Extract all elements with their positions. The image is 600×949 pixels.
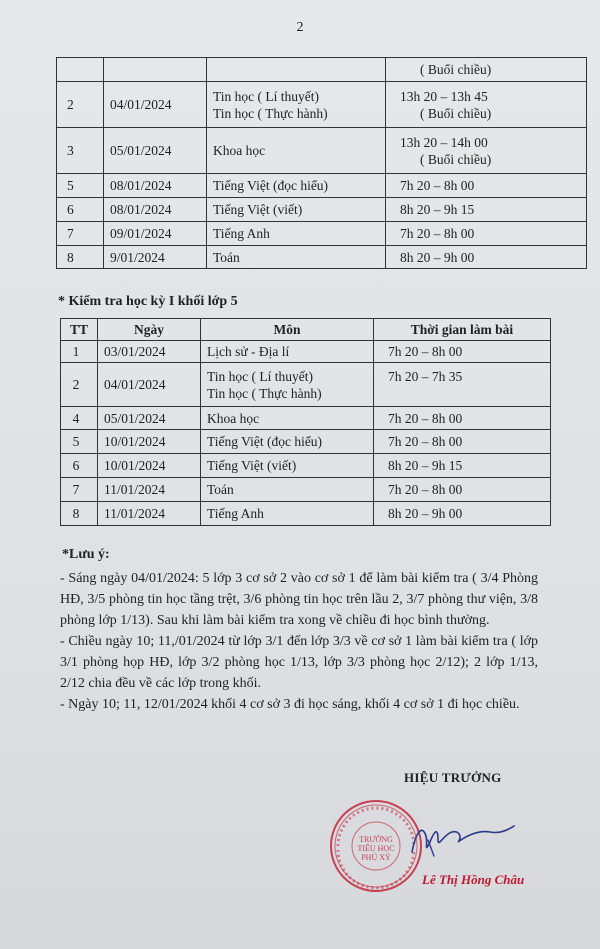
cell-tt: 5 bbox=[57, 174, 104, 198]
note-paragraph: - Sáng ngày 04/01/2024: 5 lớp 3 cơ sở 2 vào cơ sở 1 để làm bài kiểm tra ( 3/4 Phòng HĐ, 3/5 phòng tin học tầng trệt, 3/6 phòng tin học trên lầu 2, 3/7 phòng thư viện, 3/8 phòng lớp 1/13). Sau khi làm bài kiểm tra xong về chiều đi học bình thường. bbox=[60, 571, 538, 628]
cell-date: 05/01/2024 bbox=[104, 128, 207, 174]
time-line: 7h 20 – 8h 00 bbox=[388, 482, 463, 497]
table-row bbox=[61, 407, 551, 430]
table-row bbox=[57, 82, 587, 128]
time-line: ( Buổi chiều) bbox=[420, 62, 492, 77]
cell-date: 11/01/2024 bbox=[98, 502, 201, 526]
cell-time bbox=[374, 478, 551, 502]
time-line: ( Buổi chiều) bbox=[420, 151, 492, 167]
time-line bbox=[388, 385, 544, 402]
table-header-row bbox=[61, 319, 551, 341]
subject-line: Tiếng Việt (đọc hiểu) bbox=[207, 434, 323, 449]
table-row bbox=[57, 246, 587, 269]
time-line: 13h 20 – 14h 00 bbox=[400, 134, 488, 150]
cell-time bbox=[374, 454, 551, 478]
cell-subject bbox=[207, 222, 386, 246]
subject-line: Lịch sử - Địa lí bbox=[207, 344, 290, 359]
cell-time bbox=[374, 341, 551, 363]
table-row bbox=[61, 454, 551, 478]
table-row bbox=[57, 128, 587, 174]
subject-line: Toán bbox=[207, 482, 234, 497]
cell-date: 09/01/2024 bbox=[104, 222, 207, 246]
cell-time bbox=[374, 407, 551, 430]
cell-time bbox=[386, 58, 587, 82]
signer-title: HIỆU TRƯỞNG bbox=[404, 770, 502, 785]
subject-line: Tin học ( Lí thuyết) bbox=[213, 88, 319, 104]
table-row bbox=[57, 58, 587, 82]
header-time: Thời gian làm bài bbox=[374, 319, 551, 341]
table-row bbox=[57, 198, 587, 222]
header-tt: TT bbox=[61, 319, 98, 341]
cell-date: 08/01/2024 bbox=[104, 198, 207, 222]
cell-tt: 5 bbox=[61, 430, 98, 454]
header-subject: Môn bbox=[201, 319, 374, 341]
subject-line: Tin học ( Thực hành) bbox=[213, 105, 328, 121]
cell-tt: 6 bbox=[61, 454, 98, 478]
subject-line: Tiếng Việt (viết) bbox=[207, 458, 297, 473]
table-row bbox=[57, 174, 587, 198]
subject-line: Khoa học bbox=[207, 410, 260, 426]
schedule-table-continued bbox=[56, 57, 587, 269]
cell-tt: 1 bbox=[61, 341, 98, 363]
cell-time bbox=[386, 128, 587, 174]
svg-text:TRƯỜNG: TRƯỜNG bbox=[359, 835, 393, 844]
cell-date bbox=[104, 58, 207, 82]
cell-tt: 8 bbox=[61, 502, 98, 526]
cell-date: 10/01/2024 bbox=[98, 430, 201, 454]
cell-subject bbox=[201, 502, 374, 526]
cell-tt bbox=[57, 58, 104, 82]
table-row bbox=[57, 222, 587, 246]
cell-subject bbox=[201, 407, 374, 430]
cell-date: 04/01/2024 bbox=[104, 82, 207, 128]
subject-line: Khoa học bbox=[213, 143, 266, 158]
signer-name: Lê Thị Hồng Châu bbox=[422, 872, 525, 887]
subject-line: Tiếng Anh bbox=[213, 226, 270, 241]
cell-date: 10/01/2024 bbox=[98, 454, 201, 478]
cell-subject bbox=[207, 246, 386, 269]
cell-subject bbox=[201, 430, 374, 454]
time-line: ( Buổi chiều) bbox=[420, 105, 492, 121]
table-row bbox=[61, 363, 551, 407]
cell-time bbox=[374, 363, 551, 407]
cell-subject bbox=[201, 363, 374, 407]
cell-subject bbox=[207, 198, 386, 222]
table-row bbox=[61, 478, 551, 502]
signature-icon bbox=[408, 812, 518, 872]
subject-line: Tin học ( Thực hành) bbox=[207, 385, 322, 401]
time-line: 7h 20 – 8h 00 bbox=[400, 226, 475, 241]
cell-date: 05/01/2024 bbox=[98, 407, 201, 430]
cell-date: 9/01/2024 bbox=[104, 246, 207, 269]
cell-date: 11/01/2024 bbox=[98, 478, 201, 502]
cell-tt: 8 bbox=[57, 246, 104, 269]
table-row bbox=[61, 341, 551, 363]
table-row bbox=[61, 430, 551, 454]
time-line: 8h 20 – 9h 00 bbox=[388, 506, 463, 521]
notes-body bbox=[60, 568, 538, 715]
cell-tt: 7 bbox=[61, 478, 98, 502]
section-heading-grade5: * Kiểm tra học kỳ I khối lớp 5 bbox=[58, 294, 238, 309]
subject-line: Tin học ( Lí thuyết) bbox=[207, 368, 313, 384]
note-paragraph: - Ngày 10; 11, 12/01/2024 khối 4 cơ sở 3 đi học sáng, khối 4 cơ sở 1 đi học chiều. bbox=[60, 697, 520, 712]
time-line: 13h 20 – 13h 45 bbox=[400, 88, 488, 104]
cell-time bbox=[386, 246, 587, 269]
cell-time bbox=[386, 82, 587, 128]
cell-subject bbox=[201, 454, 374, 478]
table-row bbox=[61, 502, 551, 526]
cell-tt: 6 bbox=[57, 198, 104, 222]
cell-subject bbox=[207, 58, 386, 82]
subject-line: Tiếng Việt (đọc hiểu) bbox=[213, 178, 329, 193]
cell-subject bbox=[207, 128, 386, 174]
time-line: 7h 20 – 8h 00 bbox=[388, 410, 463, 426]
time-line: 7h 20 – 8h 00 bbox=[388, 434, 463, 449]
cell-date: 04/01/2024 bbox=[98, 363, 201, 407]
subject-line: Tiếng Việt (viết) bbox=[213, 202, 303, 217]
cell-time bbox=[386, 174, 587, 198]
cell-time bbox=[386, 222, 587, 246]
cell-tt: 2 bbox=[57, 82, 104, 128]
time-line: 8h 20 – 9h 15 bbox=[388, 458, 463, 473]
svg-text:PHÚ XÝ: PHÚ XÝ bbox=[361, 853, 391, 862]
cell-tt: 4 bbox=[61, 407, 98, 430]
cell-subject bbox=[207, 174, 386, 198]
cell-subject bbox=[201, 341, 374, 363]
time-line: 8h 20 – 9h 15 bbox=[400, 202, 475, 217]
subject-line: Toán bbox=[213, 249, 240, 265]
subject-line: Tiếng Anh bbox=[207, 506, 264, 521]
svg-text:TIỂU HỌC: TIỂU HỌC bbox=[357, 844, 395, 853]
cell-subject bbox=[201, 478, 374, 502]
cell-time bbox=[374, 502, 551, 526]
cell-tt: 2 bbox=[61, 363, 98, 407]
notes-title: *Lưu ý: bbox=[62, 547, 110, 562]
note-paragraph: - Chiều ngày 10; 11,/01/2024 từ lớp 3/1 đến lớp 3/3 về cơ sở 1 làm bài kiểm tra ( lớp 3/1 phòng họp HĐ, lớp 3/2 phòng học 1/13, lớp 3/3 phòng học 2/12); 2 lớp 1/13, 2/12 chia đều về các lớp trong khối. bbox=[60, 634, 538, 691]
page-number: 2 bbox=[296, 20, 304, 35]
time-line: 7h 20 – 7h 35 bbox=[388, 368, 463, 384]
header-date: Ngày bbox=[98, 319, 201, 341]
cell-time bbox=[374, 430, 551, 454]
cell-tt: 3 bbox=[57, 128, 104, 174]
cell-time bbox=[386, 198, 587, 222]
schedule-table-grade5 bbox=[60, 318, 551, 526]
cell-subject bbox=[207, 82, 386, 128]
time-line: 8h 20 – 9h 00 bbox=[400, 249, 475, 265]
time-line: 7h 20 – 8h 00 bbox=[400, 178, 475, 193]
time-line: 7h 20 – 8h 00 bbox=[388, 344, 463, 359]
cell-date: 03/01/2024 bbox=[98, 341, 201, 363]
cell-date: 08/01/2024 bbox=[104, 174, 207, 198]
cell-tt: 7 bbox=[57, 222, 104, 246]
